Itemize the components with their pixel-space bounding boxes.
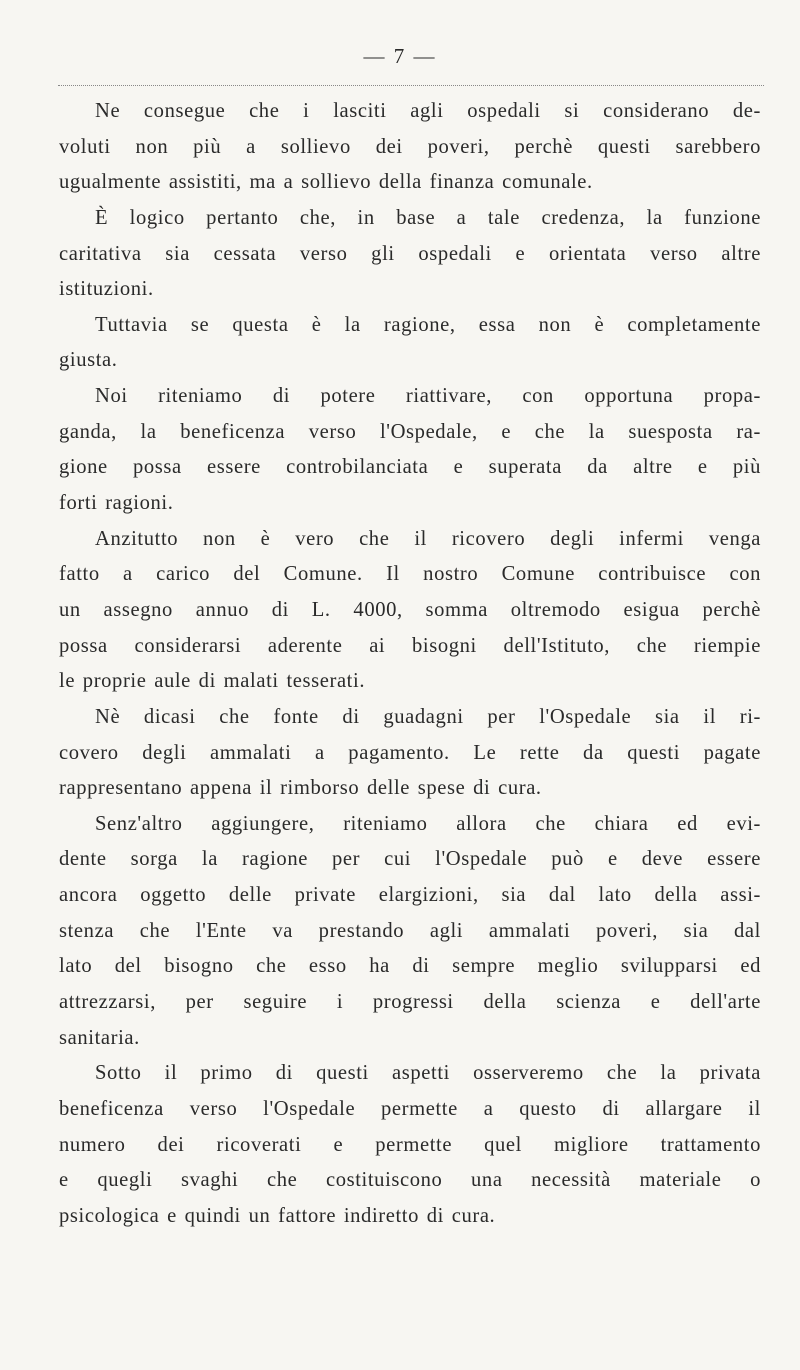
text-line: un assegno annuo di L. 4000, somma oltremodo esigua perchè: [59, 598, 761, 621]
text-line: Noi riteniamo di potere riattivare, con opportuna propa-: [95, 385, 761, 408]
text-line: ganda, la beneficenza verso l'Ospedale, e che la suesposta ra-: [59, 420, 761, 443]
text-line: Nè dicasi che fonte di guadagni per l'Ospedale sia il ri-: [95, 705, 761, 728]
text-line: Tuttavia se questa è la ragione, essa non è completamente: [95, 313, 761, 336]
text-line: Ne consegue che i lasciti agli ospedali si considerano de-: [95, 100, 761, 122]
text-line: stenza che l'Ente va prestando agli ammalati poveri, sia dal: [59, 919, 761, 942]
text-line: sanitaria.: [59, 1026, 140, 1049]
text-line: istituzioni.: [59, 278, 154, 301]
page-number: — 7 —: [363, 44, 437, 68]
text-line: psicologica e quindi un fattore indiretto di cura.: [59, 1204, 496, 1227]
text-line: covero degli ammalati a pagamento. Le rette da questi pagate: [59, 741, 761, 764]
text-line: possa considerarsi aderente ai bisogni dell'Istituto, che riempie: [59, 634, 761, 657]
text-line: ugualmente assistiti, ma a sollievo della finanza comunale.: [59, 171, 593, 194]
body-text: [59, 94, 761, 1235]
text-line: lato del bisogno che esso ha di sempre meglio svilupparsi ed: [59, 955, 761, 978]
text-line: dente sorga la ragione per cui l'Ospedale può e deve essere: [59, 848, 761, 871]
text-line: forti ragioni.: [59, 492, 174, 515]
text-line: Anzitutto non è vero che il ricovero degli infermi venga: [95, 527, 761, 550]
text-line: e quegli svaghi che costituiscono una necessità materiale o: [59, 1169, 761, 1192]
text-line: Senz'altro aggiungere, riteniamo allora che chiara ed evi-: [95, 812, 761, 835]
text-line: beneficenza verso l'Ospedale permette a questo di allargare il: [59, 1097, 761, 1120]
text-line: giusta.: [59, 349, 118, 372]
text-line: numero dei ricoverati e permette quel migliore trattamento: [59, 1133, 761, 1156]
text-line: Sotto il primo di questi aspetti osserveremo che la privata: [95, 1062, 761, 1085]
text-line: caritativa sia cessata verso gli ospedali e orientata verso altre: [59, 242, 761, 265]
text-line: gione possa essere controbilanciata e superata da altre e più: [59, 456, 761, 479]
text-line: le proprie aule di malati tesserati.: [59, 670, 366, 693]
text-line: voluti non più a sollievo dei poveri, perchè questi sarebbero: [59, 135, 761, 158]
text-line: È logico pertanto che, in base a tale credenza, la funzione: [95, 206, 761, 229]
text-line: ancora oggetto delle private elargizioni, sia dal lato della assi-: [59, 884, 761, 907]
header-rule: [58, 85, 764, 86]
text-line: attrezzarsi, per seguire i progressi della scienza e dell'arte: [59, 991, 761, 1014]
text-line: fatto a carico del Comune. Il nostro Comune contribuisce con: [59, 563, 761, 586]
text-line: rappresentano appena il rimborso delle spese di cura.: [59, 777, 542, 800]
